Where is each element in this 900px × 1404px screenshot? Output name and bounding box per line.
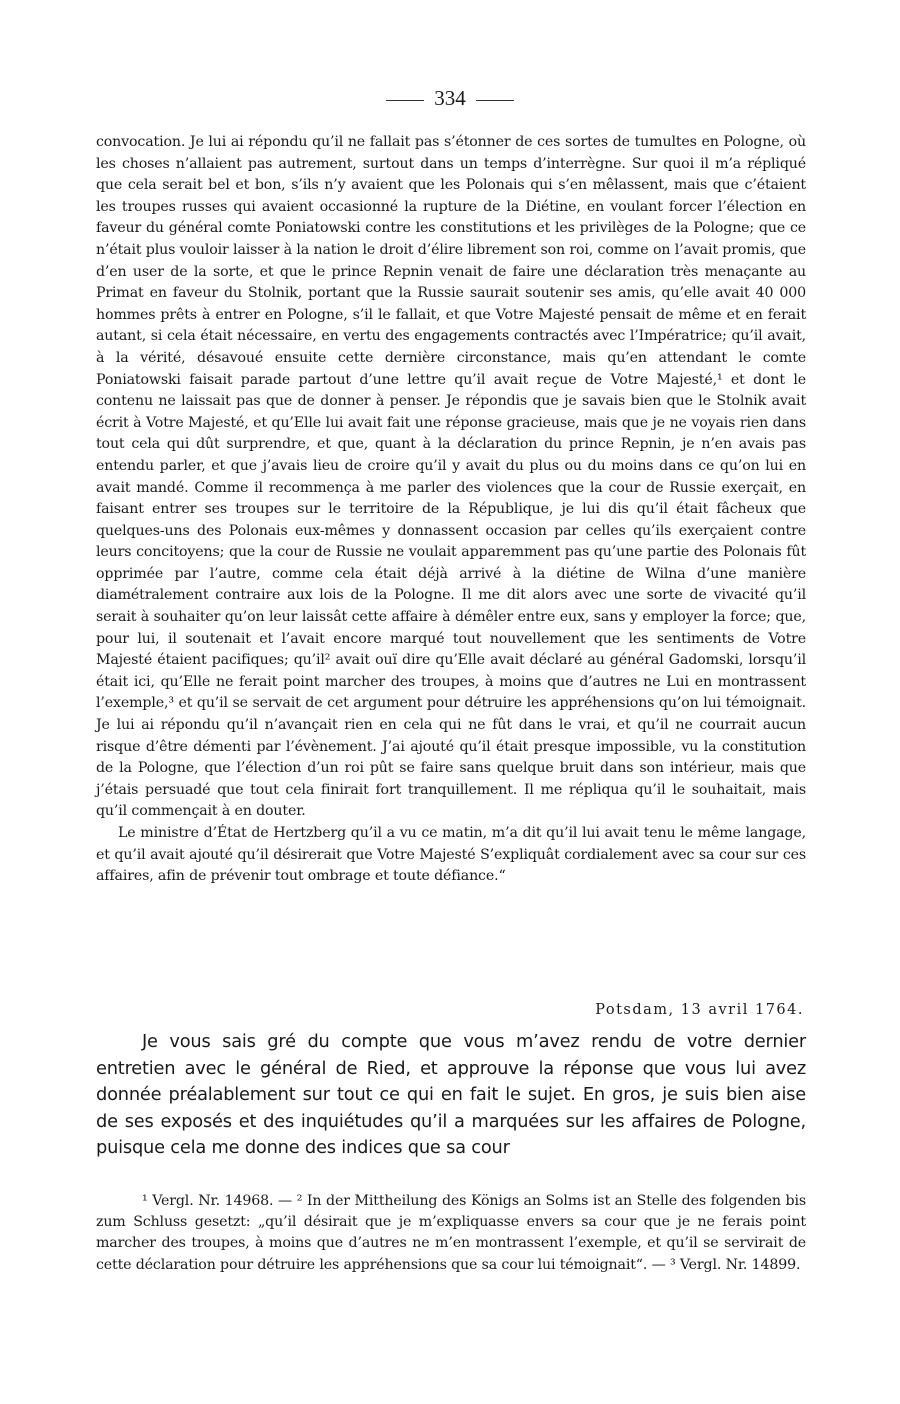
quoted-report — [96, 132, 806, 888]
page-header — [0, 86, 900, 116]
quote-paragraph-1: convocation. Je lui ai répondu qu’il ne fallait pas s’étonner de ces sortes de tumultes en Pologne, où les choses n’allaient pas autrement, surtout dans un temps d’interrègne. Sur quoi il m’a répliqué que cela serait bel et bon, s’ils n’y avaient que les Polonais qui s’en mêlassent, mais que c’étaient les troupes russes qui avaient occasionné la rupture de la Diétine, en voulant forcer l’élection en faveur du général comte Poniatowski contre les constitutions et les privilèges de la Pologne; que ce n’était plus vouloir laisser à la nation le droit d’élire librement son roi, comme on l’avait promis, que d’en user de la sorte, et que le prince Repnin venait de faire une déclaration très menaçante au Primat en faveur du Stolnik, portant que la Russie saurait soutenir ses amis, qu’elle avait 40 000 hommes prêts à entrer en Pologne, s’il le fallait, et que Votre Majesté pensait de même et en ferait autant, si cela était nécessaire, en vertu des engagements contractés avec l’Impératrice; qu’il avait, à la vérité, désavoué ensuite cette dernière circonstance, mais qu’en attendant le comte Poniatowski faisait parade partout d’une lettre qu’il avait reçue de Votre Majesté,¹ et dont le contenu ne laissait pas que de donner à penser. Je répondis que je savais bien que le Stolnik avait écrit à Votre Majesté, et qu’Elle lui avait fait une réponse gracieuse, mais que je ne voyais rien dans tout cela qui dût surprendre, et que, quant à la déclaration du prince Repnin, je n’en avais pas entendu parler, et que j’avais lieu de croire qu’il y avait du plus ou du moins dans ce qu’on lui en avait mandé. Comme il recommença à me parler des violences que la cour de Russie exerçait, en faisant entrer ses troupes sur le territoire de la République, je lui dis qu’il était fâcheux que quelques-uns des Polonais eux-mêmes y donnassent occasion par celles qu’ils exerçaient contre leurs concitoyens; que la cour de Russie ne voulait apparemment pas qu’une partie des Polonais fût opprimée par l’autre, comme cela était déjà arrivé à la diétine de Wilna d’une manière diamétralement contraire aux lois de la Pologne. Il me dit alors avec une sorte de vivacité qu’il serait à souhaiter qu’on leur laissât cette affaire à démêler entre eux, sans y employer la force; que, pour lui, il soutenait et l’avait encore marqué tout nouvellement que les sentiments de Votre Majesté étaient pacifiques; qu’il² avait ouï dire qu’Elle avait déclaré au général Gadomski, lorsqu’il était ici, qu’Elle ne ferait point marcher des troupes, à moins que d’autres ne Lui en montrassent l’exemple,³ et qu’il se servait de cet argument pour détruire les appréhensions qu’on lui témoignait. Je lui ai répondu qu’il n’avançait rien en cela qui ne fût dans le vrai, et qu’il ne courrait aucun risque d’être démenti par l’évènement. J’ai ajouté qu’il était presque impossible, vu la constitution de la Pologne, que l’élection d’un roi pût se faire sans quelque bruit dans son intérieur, mais que j’étais persuadé que tout cela finirait fort tranquillement. Il me répliqua qu’il le souhaitait, mais qu’il commençait à en douter. — [96, 134, 806, 820]
dateline: Potsdam, 13 avril 1764. — [595, 1002, 804, 1018]
footnote-text: ¹ Vergl. Nr. 14968. — ² In der Mittheilung des Königs an Solms ist an Stelle des folgenden bis zum Schluss gesetzt: „qu’il désirait que je m’expliquasse envers sa cour que je ne ferais point marcher des troupes, à moins que d’autres ne m’en montrassent l’exemple, et qu’il se servirait de cette déclaration pour détruire les appréhensions que sa cour lui témoignait“. — ³ Vergl. Nr. 14899. — [96, 1193, 806, 1273]
letter-body — [96, 1029, 806, 1162]
footnotes — [96, 1191, 806, 1276]
header-rule-left — [386, 100, 424, 101]
header-rule-right — [476, 100, 514, 101]
page-number: 334 — [434, 86, 466, 110]
quote-paragraph-2: Le ministre d’État de Hertzberg qu’il a vu ce matin, m’a dit qu’il lui avait tenu le même langage, et qu’il avait ajouté qu’il désirerait que Votre Majesté S’expliquât cordialement avec sa cour sur ces affaires, afin de prévenir tout ombrage et toute défiance.“ — [96, 825, 806, 885]
letter-paragraph: Je vous sais gré du compte que vous m’avez rendu de votre dernier entretien avec le général de Ried, et approuve la réponse que vous lui avez donnée préalablement sur tout ce qui en fait le sujet. En gros, je suis bien aise de ses exposés et des inquiétudes qu’il a marquées sur les affaires de Pologne, puisque cela me donne des indices que sa cour — [96, 1031, 806, 1159]
